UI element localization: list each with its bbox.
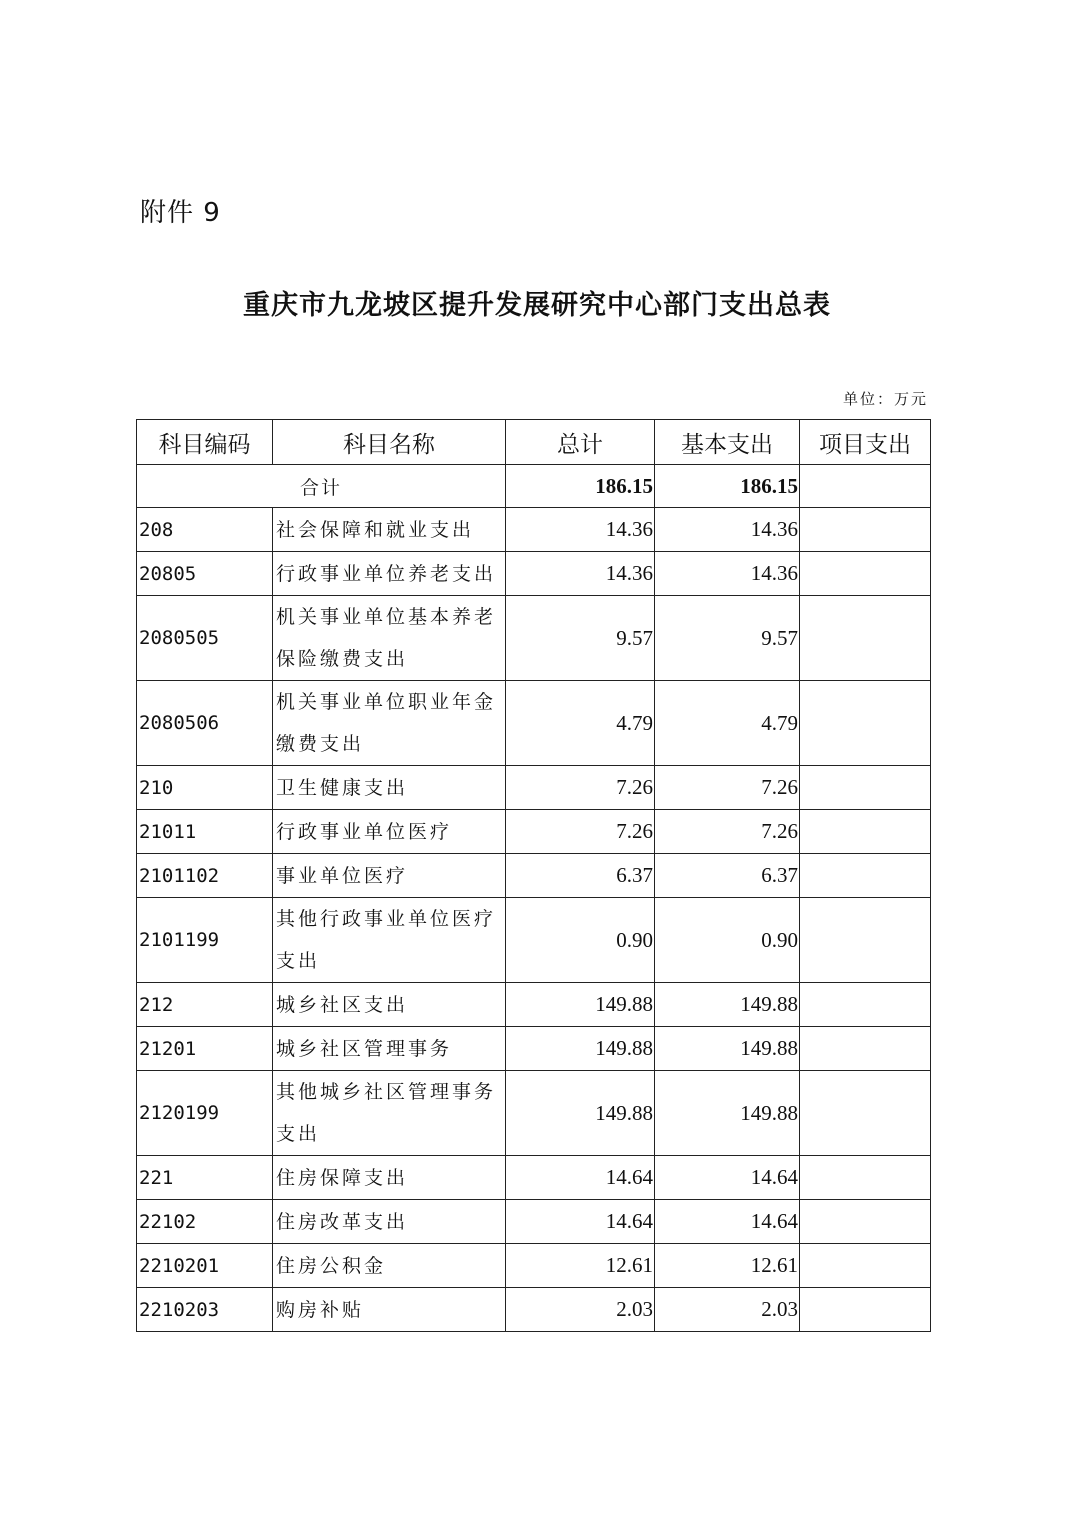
table-row [137,1288,931,1332]
table-row [137,854,931,898]
row-project [800,1027,931,1071]
row-code: 208 [137,508,273,552]
table-row [137,1156,931,1200]
table-row [137,1071,931,1156]
page-title: 重庆市九龙坡区提升发展研究中心部门支出总表 [243,290,831,321]
row-name: 住房保障支出 [273,1156,506,1200]
attachment-label: 附件 9 [140,198,221,228]
row-name: 卫生健康支出 [273,766,506,810]
row-code: 210 [137,766,273,810]
row-code: 2120199 [137,1071,273,1156]
unit-label: 单位：万元 [842,390,928,408]
row-code: 22102 [137,1200,273,1244]
header-total: 总计 [506,420,655,465]
row-total: 2.03 [506,1288,655,1332]
row-basic: 4.79 [655,681,800,766]
row-project [800,898,931,983]
table-row [137,898,931,983]
row-total: 149.88 [506,1071,655,1156]
row-name: 行政事业单位养老支出 [273,552,506,596]
row-project [800,810,931,854]
row-total: 6.37 [506,854,655,898]
row-name: 住房改革支出 [273,1200,506,1244]
expenditure-table [136,419,931,1332]
total-row [137,465,931,508]
row-name: 住房公积金 [273,1244,506,1288]
table-row [137,983,931,1027]
row-name: 社会保障和就业支出 [273,508,506,552]
row-code: 2101102 [137,854,273,898]
row-name: 购房补贴 [273,1288,506,1332]
row-basic: 0.90 [655,898,800,983]
table-row [137,1200,931,1244]
row-total: 12.61 [506,1244,655,1288]
table-header-row [137,420,931,465]
row-basic: 14.36 [655,508,800,552]
row-project [800,983,931,1027]
row-project [800,508,931,552]
row-project [800,1244,931,1288]
header-basic: 基本支出 [655,420,800,465]
table-row [137,596,931,681]
row-name: 行政事业单位医疗 [273,810,506,854]
row-basic: 7.26 [655,766,800,810]
row-total: 7.26 [506,766,655,810]
row-code: 2210201 [137,1244,273,1288]
total-project [800,465,931,508]
table-row [137,508,931,552]
row-name: 城乡社区支出 [273,983,506,1027]
table-row [137,1027,931,1071]
row-total: 14.36 [506,552,655,596]
row-name: 城乡社区管理事务 [273,1027,506,1071]
row-code: 21011 [137,810,273,854]
row-total: 4.79 [506,681,655,766]
row-basic: 14.64 [655,1156,800,1200]
row-basic: 14.64 [655,1200,800,1244]
row-total: 14.64 [506,1200,655,1244]
row-basic: 149.88 [655,1071,800,1156]
header-project: 项目支出 [800,420,931,465]
row-project [800,552,931,596]
header-code: 科目编码 [137,420,273,465]
row-project [800,1288,931,1332]
table-row [137,1244,931,1288]
row-basic: 14.36 [655,552,800,596]
row-total: 0.90 [506,898,655,983]
row-basic: 12.61 [655,1244,800,1288]
table-row [137,681,931,766]
row-total: 14.36 [506,508,655,552]
row-total: 149.88 [506,1027,655,1071]
row-total: 9.57 [506,596,655,681]
row-basic: 149.88 [655,983,800,1027]
row-project [800,1156,931,1200]
row-project [800,1071,931,1156]
row-code: 2080506 [137,681,273,766]
row-project [800,1200,931,1244]
row-name: 事业单位医疗 [273,854,506,898]
row-name: 其他城乡社区管理事务支出 [273,1071,506,1156]
row-total: 14.64 [506,1156,655,1200]
row-basic: 149.88 [655,1027,800,1071]
row-code: 21201 [137,1027,273,1071]
row-basic: 7.26 [655,810,800,854]
row-basic: 2.03 [655,1288,800,1332]
total-basic: 186.15 [655,465,800,508]
row-name: 机关事业单位职业年金缴费支出 [273,681,506,766]
table-row [137,552,931,596]
total-amount: 186.15 [506,465,655,508]
table-row [137,810,931,854]
row-project [800,596,931,681]
row-basic: 6.37 [655,854,800,898]
row-basic: 9.57 [655,596,800,681]
row-project [800,854,931,898]
row-code: 2080505 [137,596,273,681]
row-code: 221 [137,1156,273,1200]
row-project [800,681,931,766]
row-code: 20805 [137,552,273,596]
total-label: 合计 [137,465,506,508]
header-name: 科目名称 [273,420,506,465]
row-name: 其他行政事业单位医疗支出 [273,898,506,983]
row-code: 2101199 [137,898,273,983]
row-total: 149.88 [506,983,655,1027]
row-total: 7.26 [506,810,655,854]
row-project [800,766,931,810]
row-name: 机关事业单位基本养老保险缴费支出 [273,596,506,681]
table-row [137,766,931,810]
row-code: 2210203 [137,1288,273,1332]
row-code: 212 [137,983,273,1027]
